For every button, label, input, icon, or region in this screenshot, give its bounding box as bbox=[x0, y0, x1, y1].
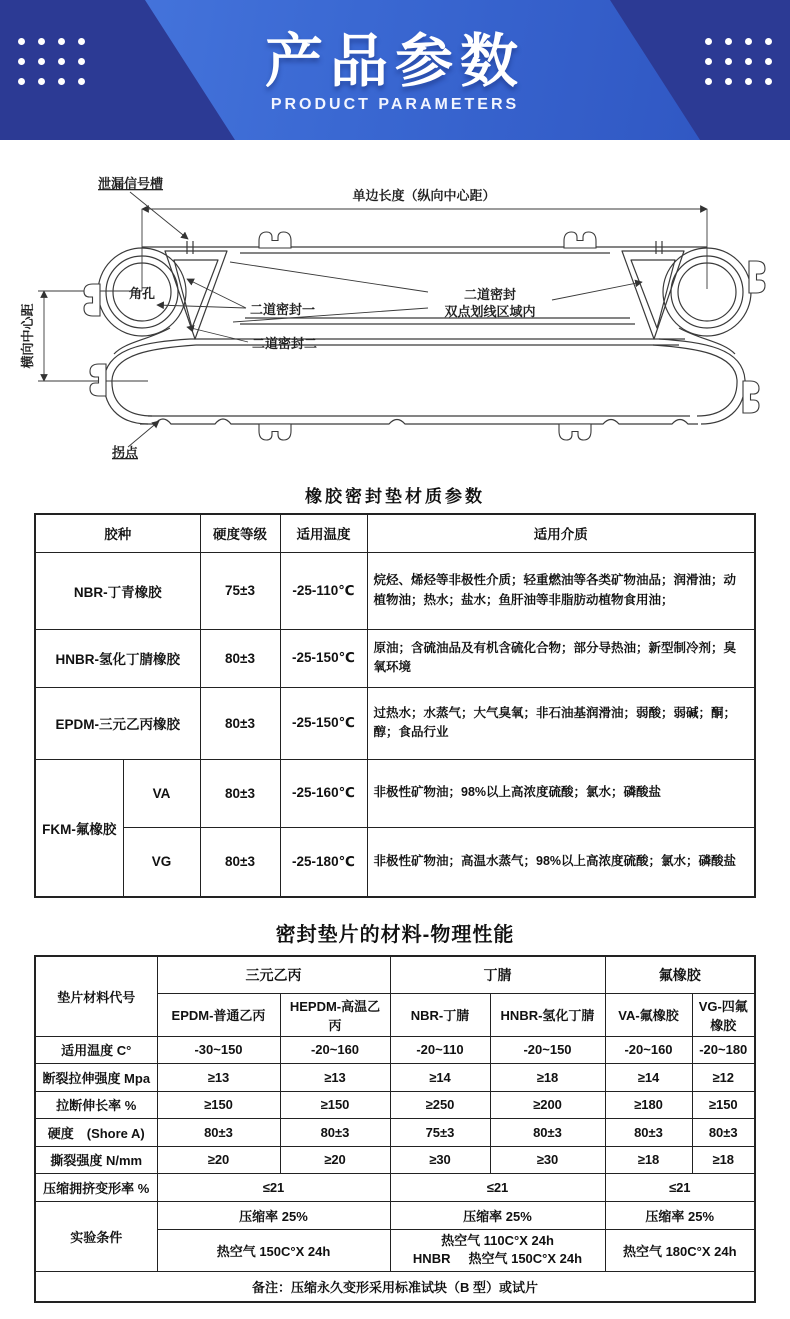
hnbr-prefix: HNBR bbox=[412, 1251, 451, 1267]
col-header-type: 胶种 bbox=[35, 514, 200, 552]
rubber-name: EPDM-三元乙丙橡胶 bbox=[35, 687, 200, 759]
group-nbr: 丁腈 bbox=[390, 956, 605, 993]
cell-value: 80±3 bbox=[692, 1118, 755, 1146]
temperature-value: -25-150℃ bbox=[280, 687, 367, 759]
cell-value: ≥20 bbox=[157, 1146, 280, 1173]
rubber-material-table bbox=[34, 513, 756, 898]
temperature-value: -25-150℃ bbox=[280, 629, 367, 687]
cell-value: ≥18 bbox=[605, 1146, 692, 1173]
group-fkm: 氟橡胶 bbox=[605, 956, 755, 993]
cell-value: -30~150 bbox=[157, 1036, 280, 1063]
gasket-profile-drawing bbox=[15, 152, 775, 474]
cell-value: ≥14 bbox=[605, 1063, 692, 1091]
hardness-value: 80±3 bbox=[200, 687, 280, 759]
center-seal-label-line2: 双点划线区域内 bbox=[444, 304, 536, 319]
cell-value: 80±3 bbox=[280, 1118, 390, 1146]
material-header: VG-四氟橡胶 bbox=[692, 993, 755, 1036]
top-dimension-label: 单边长度（纵向中心距） bbox=[352, 188, 496, 203]
corner-header: 垫片材料代号 bbox=[35, 956, 157, 1036]
cell-value: ≥13 bbox=[280, 1063, 390, 1091]
temperature-value: -25-160℃ bbox=[280, 759, 367, 827]
cell-value: 80±3 bbox=[605, 1118, 692, 1146]
cell-value: 热空气 180C°X 24h bbox=[605, 1229, 755, 1272]
table2-title: 密封垫片的材料-物理性能 bbox=[275, 924, 515, 946]
material-header: HNBR-氢化丁腈 bbox=[490, 993, 605, 1036]
hardness-value: 75±3 bbox=[200, 552, 280, 629]
cell-value: ≤21 bbox=[605, 1173, 755, 1201]
row-label: 适用温度 C° bbox=[35, 1036, 157, 1063]
cell-value: 80±3 bbox=[157, 1118, 280, 1146]
note-row bbox=[35, 1272, 755, 1302]
material-header: EPDM-普通乙丙 bbox=[157, 993, 280, 1036]
table-row bbox=[35, 827, 755, 897]
physical-properties-table bbox=[34, 955, 756, 1303]
corner-hole-label: 角孔 bbox=[128, 286, 156, 301]
rubber-name: HNBR-氢化丁腈橡胶 bbox=[35, 629, 200, 687]
note-text: 备注：压缩永久变形采用标准试块（B 型）或试片 bbox=[35, 1272, 755, 1302]
rubber-name: NBR-丁青橡胶 bbox=[35, 552, 200, 629]
cell-value: ≥30 bbox=[390, 1146, 490, 1173]
seal-two-label: 二道密封二 bbox=[252, 336, 318, 351]
table-row bbox=[35, 759, 755, 827]
material-header: HEPDM-高温乙丙 bbox=[280, 993, 390, 1036]
page-subtitle: PRODUCT PARAMETERS bbox=[270, 96, 520, 113]
center-seal-label-line1: 二道密封 bbox=[463, 287, 517, 302]
cell-value-hnbr bbox=[390, 1229, 605, 1272]
media-value: 过热水；水蒸气；大气臭氧；非石油基润滑油；弱酸；弱碱；酮；醇；食品行业 bbox=[367, 687, 755, 759]
hot-air-mid-line1: 热空气 110C°X 24h bbox=[441, 1232, 554, 1248]
variant-name: VA bbox=[123, 759, 200, 827]
cell-value: 压缩率 25% bbox=[157, 1201, 390, 1229]
media-value: 非极性矿物油；98%以上高浓度硫酸；氯水；磷酸盐 bbox=[367, 759, 755, 827]
table-row bbox=[35, 1063, 755, 1091]
table-row bbox=[35, 1118, 755, 1146]
row-label: 硬度 (Shore A) bbox=[35, 1118, 157, 1146]
table-row bbox=[35, 552, 755, 629]
row-label: 撕裂强度 N/mm bbox=[35, 1146, 157, 1173]
cell-value: ≥150 bbox=[280, 1091, 390, 1118]
cell-value: ≥200 bbox=[490, 1091, 605, 1118]
cell-value: ≤21 bbox=[157, 1173, 390, 1201]
col-header-media: 适用介质 bbox=[367, 514, 755, 552]
table-row bbox=[35, 687, 755, 759]
leak-groove-label: 泄漏信号槽 bbox=[98, 176, 164, 191]
cell-value: 压缩率 25% bbox=[605, 1201, 755, 1229]
cell-value: 压缩率 25% bbox=[390, 1201, 605, 1229]
cell-value: ≥150 bbox=[157, 1091, 280, 1118]
cell-value: ≥18 bbox=[490, 1063, 605, 1091]
table-row bbox=[35, 629, 755, 687]
hot-air-mid-line2: 热空气 150C°X 24h bbox=[468, 1251, 583, 1267]
col-header-hardness: 硬度等级 bbox=[200, 514, 280, 552]
media-value: 非极性矿物油；高温水蒸气；98%以上高浓度硫酸；氯水；磷酸盐 bbox=[367, 827, 755, 897]
table-row bbox=[35, 1146, 755, 1173]
temperature-value: -25-110℃ bbox=[280, 552, 367, 629]
media-value: 烷烃、烯烃等非极性介质；轻重燃油等各类矿物油品；润滑油；动植物油；热水；盐水；鱼肝油等非脂肪动植物食用油； bbox=[367, 552, 755, 629]
table1-title: 橡胶密封垫材质参数 bbox=[305, 487, 485, 506]
temperature-value: -25-180℃ bbox=[280, 827, 367, 897]
group-epdm: 三元乙丙 bbox=[157, 956, 390, 993]
cell-value: ≥30 bbox=[490, 1146, 605, 1173]
compression-row bbox=[35, 1173, 755, 1201]
table-row bbox=[35, 1091, 755, 1118]
cell-value: ≥12 bbox=[692, 1063, 755, 1091]
material-header: NBR-丁腈 bbox=[390, 993, 490, 1036]
cell-value: ≥13 bbox=[157, 1063, 280, 1091]
hardness-value: 80±3 bbox=[200, 759, 280, 827]
cell-value: ≥250 bbox=[390, 1091, 490, 1118]
inflection-label: 拐点 bbox=[112, 445, 139, 460]
cell-value: ≥18 bbox=[692, 1146, 755, 1173]
cell-value: 热空气 150C°X 24h bbox=[157, 1229, 390, 1272]
cell-value: -20~150 bbox=[490, 1036, 605, 1063]
table-row bbox=[35, 1036, 755, 1063]
compression-rate-row bbox=[35, 1201, 755, 1229]
variant-name: VG bbox=[123, 827, 200, 897]
side-dimension-label: 横向中心距 bbox=[20, 303, 35, 369]
hardness-value: 80±3 bbox=[200, 827, 280, 897]
cell-value: ≥150 bbox=[692, 1091, 755, 1118]
cell-value: ≤21 bbox=[390, 1173, 605, 1201]
cell-value: -20~160 bbox=[280, 1036, 390, 1063]
hardness-value: 80±3 bbox=[200, 629, 280, 687]
gasket-profile-diagram bbox=[0, 140, 790, 474]
seal-one-label: 二道密封一 bbox=[250, 302, 316, 317]
row-label: 拉断伸长率 % bbox=[35, 1091, 157, 1118]
table-header-row bbox=[35, 514, 755, 552]
rubber-name-fkm: FKM-氟橡胶 bbox=[35, 759, 123, 897]
cell-value: 80±3 bbox=[490, 1118, 605, 1146]
col-header-temperature: 适用温度 bbox=[280, 514, 367, 552]
cell-value: -20~180 bbox=[692, 1036, 755, 1063]
cell-value: -20~160 bbox=[605, 1036, 692, 1063]
page-title: 产品参数 bbox=[264, 29, 525, 94]
cell-value: ≥180 bbox=[605, 1091, 692, 1118]
row-label: 断裂拉伸强度 Mpa bbox=[35, 1063, 157, 1091]
material-header: VA-氟橡胶 bbox=[605, 993, 692, 1036]
cell-value: 75±3 bbox=[390, 1118, 490, 1146]
cell-value: ≥20 bbox=[280, 1146, 390, 1173]
row-label: 压缩拥挤变形率 % bbox=[35, 1173, 157, 1201]
page-header bbox=[0, 0, 790, 140]
group-header-row bbox=[35, 956, 755, 993]
media-value: 原油；含硫油品及有机含硫化合物；部分导热油；新型制冷剂；臭氧环境 bbox=[367, 629, 755, 687]
cell-value: -20~110 bbox=[390, 1036, 490, 1063]
experiment-label: 实验条件 bbox=[35, 1201, 157, 1272]
cell-value: ≥14 bbox=[390, 1063, 490, 1091]
